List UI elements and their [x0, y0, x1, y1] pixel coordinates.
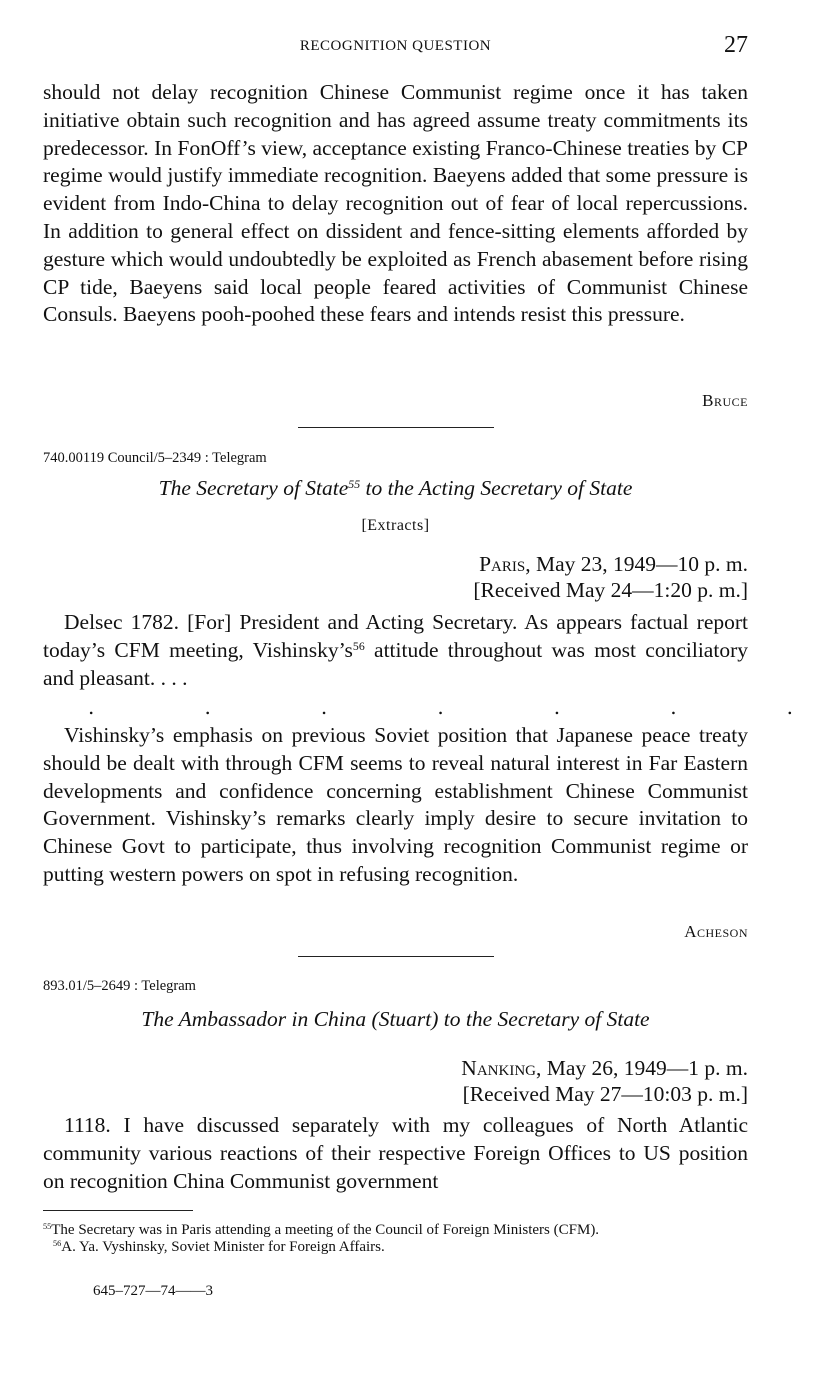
- dateline-place: Nanking: [461, 1056, 536, 1080]
- section-divider: [43, 956, 748, 957]
- footnote-56: [43, 1239, 748, 1256]
- received-line: [Received May 27—10:03 p. m.]: [462, 1082, 748, 1106]
- dateline-place-date: [43, 1055, 748, 1081]
- footnote-text: A. Ya. Vyshinsky, Soviet Minister for Foreign Affairs.: [61, 1239, 385, 1255]
- dateline-place: Paris: [479, 552, 526, 576]
- file-reference: 893.01/5–2649 : Telegram: [43, 978, 196, 994]
- paragraph: [43, 609, 748, 692]
- document-title: [43, 476, 748, 501]
- continued-paragraph: should not delay recognition Chinese Communist regime once it has taken initiative obtain such recognition and has agreed assume treaty commitments its predecessor. In FonOff’s view, acceptance existing Franco-Chinese treaties by CP regime would justify immediate recognition. Baeyens added that some pressure is evident from Indo-China to delay recognition out of fear of local repercussions. In addition to general effect on dissident and fence-sitting elements afforded by gesture which would undoubtedly be exploited as French abasement before rising CP tide, Baeyens said local people feared activities of Communist Chinese Consuls. Baeyens pooh-poohed these fears and intends resist this pressure.: [43, 80, 748, 327]
- footnote-divider: [43, 1210, 748, 1211]
- omission-dots: . . . . . . .: [88, 695, 793, 719]
- footnotes: [43, 1222, 748, 1256]
- title-part-b: to the Acting Secretary of State: [360, 476, 633, 500]
- extracts-label: [Extracts]: [361, 517, 430, 534]
- dateline-place-date: [43, 551, 748, 577]
- paragraph: 1118. I have discussed separately with my colleagues of North Atlantic community various reactions of their respective Foreign Offices to US position on recognition China Communist government: [43, 1113, 748, 1193]
- footnote-mark: 56: [53, 1239, 62, 1249]
- footnote-mark: 55: [43, 1222, 52, 1232]
- page-number: 27: [724, 32, 748, 58]
- print-code: 645–727—74——3: [93, 1283, 213, 1299]
- dateline-date: , May 26, 1949—1 p. m.: [535, 1056, 748, 1080]
- section-divider: [43, 427, 748, 428]
- file-reference: 740.00119 Council/5–2349 : Telegram: [43, 450, 267, 466]
- dateline-date: , May 23, 1949—10 p. m.: [525, 552, 748, 576]
- footnote-ref-56: 56: [352, 638, 365, 653]
- dateline: [43, 1055, 748, 1107]
- paragraph-text-b: attitude throughout was most conciliatory and pleasant. . . .: [43, 637, 748, 690]
- received-line: [Received May 24—1:20 p. m.]: [473, 578, 748, 602]
- running-header: [43, 32, 748, 62]
- paragraph-text-a: Delsec 1782. [For] President and Acting Secretary. As appears factual report today’s CFM meeting, Vishinsky’s: [43, 610, 748, 662]
- dateline: [43, 551, 748, 603]
- footnote-ref-55: 55: [348, 476, 361, 491]
- running-title: RECOGNITION QUESTION: [299, 38, 492, 54]
- title-part-a: The Secretary of State: [158, 476, 349, 500]
- document-title: The Ambassador in China (Stuart) to the Secretary of State: [141, 1007, 650, 1031]
- footnote-text: The Secretary was in Paris attending a meeting of the Council of Foreign Ministers (CFM).: [51, 1222, 600, 1238]
- signature-bruce: Bruce: [702, 391, 748, 410]
- paragraph: Vishinsky’s emphasis on previous Soviet position that Japanese peace treaty should be dealt with through CFM seems to reveal natural interest in Far Eastern developments and confidence concerning establishment Chinese Communist Government. Vishinsky’s remarks clearly imply desire to secure invitation to Chinese Govt to participate, thus involving recognition Communist regime or putting western powers on spot in refusing recognition.: [43, 723, 748, 886]
- signature-acheson: Acheson: [684, 922, 748, 941]
- footnote-55: [43, 1222, 748, 1239]
